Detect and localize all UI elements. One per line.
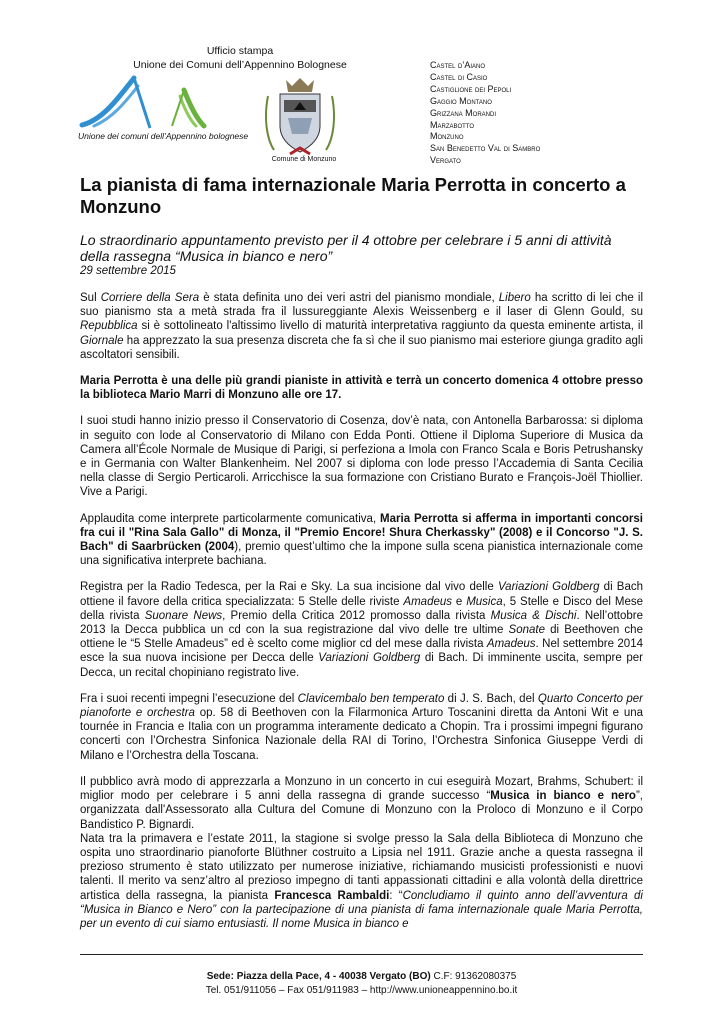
monzuno-crest [262, 76, 338, 166]
paragraph-education: I suoi studi hanno inizio presso il Conservatorio di Cosenza, dov’è nata, con Antonella Barbarossa: si diploma in seguito con lode al Conservatorio di Milano con Edda Ponti. Ottiene il Diploma Superiore di Musica da Camera all’École Normale de Musique di Parigi, si perfeziona a Imola con Franco Scala e Boris Petrushansky e in Germania con Walter Blankenheim. Nel 2007 si diploma con lode presso l’Accademia di Santa Cecilia nella classe di Sergio Perticaroli. Arricchisce la sua formazione con Cristiano Burato e François-Joël Thiollier. Vive a Parigi. [80, 415, 643, 499]
paragraph-concert-announcement: Maria Perrotta è una delle più grandi pianiste in attività e terrà un concerto domenica 4 ottobre presso la biblioteca Mario Marri di Monzuno alle ore 17. [80, 375, 643, 402]
town-item: Vergato [430, 155, 461, 166]
paragraph-program: Il pubblico avrà modo di apprezzarla a Monzuno in un concerto in cui eseguirà Mozart, Brahms, Schubert: il miglior modo per celebrare i 5 anni della rassegna di grande successo “Musica in bianco e nero”, organizzata dall'Assessorato alla Cultura del Comune di Monzuno con la Proloco di Monzuno e il Corpo Bandistico P. Bignardi. [80, 775, 643, 831]
footer [80, 970, 643, 997]
article-title: La pianista di fama internazionale Maria Perrotta in concerto a Monzuno [80, 174, 626, 217]
union-logo-text: Unione dei comuni dell’Appennino bolognese [78, 131, 249, 141]
union-name: Unione dei Comuni dell’Appennino Bolognese [133, 59, 347, 71]
article [80, 174, 643, 943]
article-date: 29 settembre 2015 [80, 265, 176, 277]
footer-contacts: Tel. 051/911056 – Fax 051/911983 – http://www.unioneappennino.bo.it [205, 984, 518, 996]
footer-divider [80, 954, 643, 955]
press-office-label: Ufficio stampa [206, 45, 274, 57]
article-subtitle: Lo straordinario appuntamento previsto per il 4 ottobre per celebrare i 5 anni di attività della rassegna “Musica in bianco e nero” [80, 232, 612, 264]
member-towns-list [430, 60, 540, 167]
paragraph-recordings: Registra per la Radio Tedesca, per la Rai e Sky. La sua incisione dal vivo delle Variazioni Goldberg di Bach ottiene il favore della critica specializzata: 5 Stelle delle riviste Amadeus e Musica, 5 Stelle e Disco del Mese della rivista Suonare News, Premio della Critica 2012 promosso dalla rivista Musica & Dischi. Nell’ottobre 2013 la Decca pubblica un cd con la sua registrazione dal vivo delle tre ultime Sonate di Beethoven che ottiene le “5 Stelle Amadeus” ed è scelto come miglior cd del mese dalla rivista Amadeus. Nel settembre 2014 esce la sua nuova incisione per Decca delle Variazioni Goldberg di Bach. Di imminente uscita, sempre per Decca, un recital chopiniano registrato live. [80, 581, 644, 679]
town-item: Marzabotto [430, 119, 475, 130]
town-item: Castel d’Aiano [430, 60, 486, 70]
coat-of-arms-icon [262, 76, 338, 158]
footer-address: Sede: Piazza della Pace, 4 - 40038 Vergato (BO) [206, 971, 431, 982]
paragraph-engagements: Fra i suoi recenti impegni l’esecuzione del Clavicembalo ben temperato di J. S. Bach, del Quarto Concerto per pianoforte e orchestra op. 58 di Beethoven con la Filarmonica Arturo Toscanini diretta da Antoni Wit e una tournée in Francia e Italia con un programma interamente dedicato a Chopin. Tra i prossimi impegni figurano concerti con l’Orchestra Sinfonica Nazionale della RAI di Torino, l’Orchestra Sinfonica Giuseppe Verdi di Milano e l’Orchestra della Toscana. [80, 692, 644, 762]
paragraph-competitions: Applaudita come interprete particolarmente comunicativa, Maria Perrotta si afferma in importanti concorsi fra cui il "Rina Sala Gallo" di Monza, il "Premio Encore! Shura Cherkassky" (2008) e il Concorso "J. S. Bach" di Saarbrücken (2004), premio quest’ultimo che la impone sulla scena pianistica internazionale come una significativa interprete bachiana. [80, 512, 643, 568]
town-item: Monzuno [430, 131, 464, 142]
town-item: Castiglione dei Pepoli [430, 83, 512, 94]
town-item: Castel di Casio [430, 71, 488, 82]
footer-tax-code: C.F: 91362080375 [430, 971, 517, 982]
paragraph-series-history: Nata tra la primavera e l’estate 2011, la stagione si svolge presso la Sala della Biblioteca di Monzuno che ospita uno straordinario pianoforte Blüthner costruito a Lipsia nel 1911. Grazie anche a questa rassegna il prezioso strumento è stato utilizzato per numerose iniziative, richiamando musicisti professionisti e nuovi talenti. Il merito va senz’altro al prezioso impegno di tanti appassionati cittadini e alla volontà della direttrice artistica della rassegna, la pianista Francesca Rambaldi: “Concludiamo il quinto anno dell’avventura di “Musica in Bianco e Nero” con la partecipazione di una pianista di fama internazionale quale Maria Perrotta, per un evento di cui siamo entusiasti. Il nome Musica in bianco e [80, 832, 643, 930]
town-item: Gaggio Montano [430, 95, 492, 106]
union-logo [72, 70, 262, 160]
footer-address-line [80, 970, 643, 984]
press-office-heading [110, 44, 370, 72]
town-item: San Benedetto Val di Sambro [430, 143, 541, 154]
paragraph-press-quotes: Sul Corriere della Sera è stata definita uno dei veri astri del pianismo mondiale, Libero ha scritto di lei che il suo pianismo sta a metà strada fra il lussureggiante Alexis Weissenberg e il laser di Glenn Gould, su Repubblica si è sottolineato l'altissimo livello di maturità interpretativa raggiunto da questa eminente artista, il Giornale ha apprezzato la sua presenza discreta che fa sì che il suo pianismo mai esteriore giunga gradito agli ascoltatori sensibili. [80, 292, 643, 361]
union-logo-mark-icon [72, 70, 262, 130]
crest-caption: Comune di Monzuno [271, 156, 337, 163]
town-item: Grizzana Morandi [430, 107, 496, 118]
